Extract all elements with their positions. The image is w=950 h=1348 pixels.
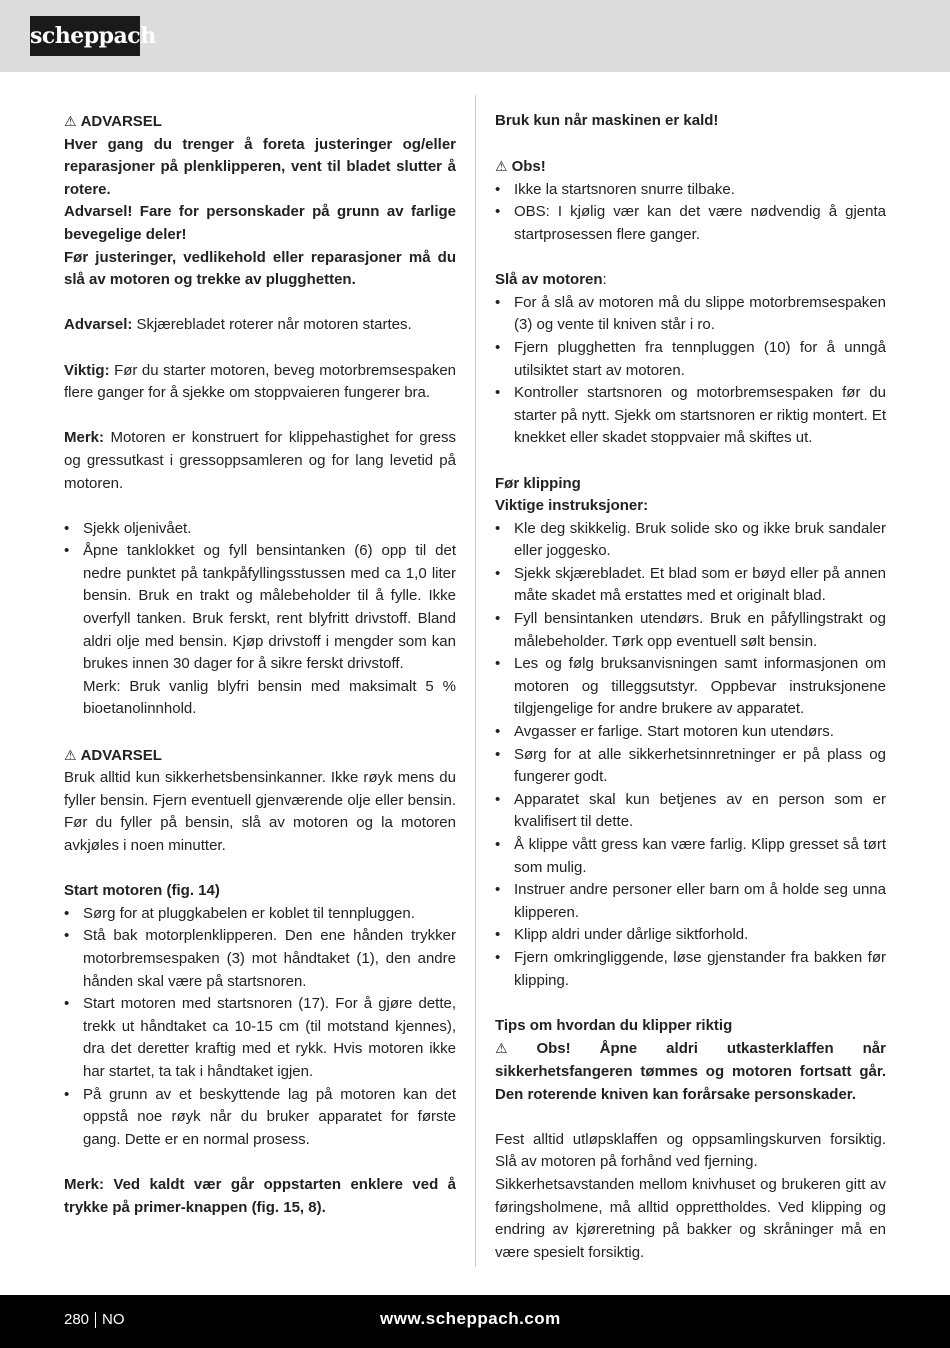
advarsel-note: Advarsel: Skjærebladet roterer når motoren startes.: [64, 316, 412, 334]
tips-paragraph: Fest alltid utløpsklaffen og oppsamlingskurven forsiktig. Slå av motoren på forhånd ved fjerning.: [495, 1130, 886, 1171]
warning-triangle-icon: ⚠: [495, 1040, 533, 1057]
list-item: • Fjern plugghetten fra tennpluggen (10) for å unngå utilsiktet start av motoren.: [495, 337, 886, 382]
list-item: • Les og følg bruksanvisningen samt informasjonen om motoren og tilleggsutstyr. Oppbevar instruksjonene tilgjengelige for andre brukere av apparatet.: [495, 653, 886, 721]
list-item: • For å slå av motoren må du slippe motorbremsespaken (3) og vente til kniven står i ro.: [495, 292, 886, 337]
list-item: • Stå bak motorplenklipperen. Den ene hånden trykker motorbremsespaken (3) mot håndtaket (1), den andre hånden skal være på startsnoren.: [64, 925, 456, 993]
page-number: 280 NO: [64, 1311, 125, 1328]
primer-note: Merk: Ved kaldt vær går oppstarten enklere ved å trykke på primer-knappen (fig. 15, 8).: [64, 1175, 456, 1216]
start-engine-list: [64, 903, 456, 1152]
warning-text: Advarsel! Fare for personskader på grunn av farlige bevegelige deler!: [64, 203, 456, 243]
page-footer: [0, 1295, 950, 1348]
list-item: • Sjekk oljenivået.: [64, 518, 456, 541]
cold-note: Bruk kun når maskinen er kald!: [495, 112, 719, 129]
warning-triangle-icon: ⚠: [64, 113, 77, 129]
website-link[interactable]: www.scheppach.com: [380, 1309, 561, 1328]
stop-engine-list: [495, 292, 886, 450]
warning-text: Hver gang du trenger å foreta justeringer og/eller reparasjoner på plenklipperen, vent til bladet slutter å rotere.: [64, 135, 456, 198]
fuel-note: Merk: Bruk vanlig blyfri bensin med maksimalt 5 % bioetanolinnhold.: [83, 677, 456, 718]
instructions-subheading: Viktige instruksjoner:: [495, 497, 649, 515]
list-item: • Sørg for at pluggkabelen er koblet til tennpluggen.: [64, 903, 456, 926]
obs-heading: ⚠ Obs!: [495, 158, 546, 176]
stop-engine-heading: Slå av motoren:: [495, 271, 607, 289]
warning-text: Før justeringer, vedlikehold eller reparasjoner må du slå av motoren og trekke av plugghetten.: [64, 248, 456, 289]
list-item: • Instruer andre personer eller barn om å holde seg unna klipperen.: [495, 879, 886, 924]
warning-heading-2: ⚠ ADVARSEL: [64, 746, 162, 764]
list-item: • På grunn av et beskyttende lag på motoren kan det oppstå noe røyk når du bruker apparatet for første gang. Dette er en normal prosess.: [64, 1084, 456, 1152]
page-header: [0, 0, 950, 72]
list-item: • Fjern omkringliggende, løse gjenstander fra bakken før klipping.: [495, 947, 886, 992]
scheppach-logo: scheppach: [30, 16, 140, 56]
warning-triangle-icon: ⚠: [495, 158, 508, 175]
tips-warning: ⚠ Obs! Åpne aldri utkasterklaffen når sikkerhetsfangeren tømmes og motoren fortsatt går. Den roterende kniven kan forårsake personskader.: [495, 1040, 886, 1103]
before-mowing-heading: Før klipping: [495, 474, 581, 492]
right-column: [495, 110, 886, 1264]
list-item: • Fyll bensintanken utendørs. Bruk en påfyllingstrakt og målebeholder. Tørk opp eventuell sølt bensin.: [495, 608, 886, 653]
list-item: • Klipp aldri under dårlige siktforhold.: [495, 924, 886, 947]
column-divider: [475, 95, 476, 1267]
list-item: • Avgasser er farlige. Start motoren kun utendørs.: [495, 721, 886, 744]
list-item: • Sørg for at alle sikkerhetsinnretninger er på plass og fungerer godt.: [495, 744, 886, 789]
fuel-list: [64, 518, 456, 676]
list-item: • Åpne tanklokket og fyll bensintanken (6) opp til det nedre punktet på tankpåfyllingsstussen med ca 1,0 liter bensin. Bruk en trakt og målebeholder til å fylle. Ikke overfyll tanken. Bruk ferskt, rent blyfritt drivstoff. Bland aldri olje med bensin. Kjøp drivstoff i mengder som kan brukes innen 30 dager for å sikre ferskt drivstoff.: [64, 540, 456, 676]
merk-note: Merk: Motoren er konstruert for klippehastighet for gress og gressutkast i gressoppsamleren og for lang levetid på motoren.: [64, 429, 456, 492]
list-item: • Ikke la startsnoren snurre tilbake.: [495, 179, 886, 202]
viktig-note: Viktig: Før du starter motoren, beveg motorbremsespaken flere ganger for å sjekke om stoppvaieren fungerer bra.: [64, 361, 456, 402]
list-item: • Kontroller startsnoren og motorbremsespaken før du starter på nytt. Sjekk om startsnoren er riktig montert. Et knekket eller skadet stoppvaier må skiftes ut.: [495, 382, 886, 450]
left-column: [64, 110, 456, 1219]
before-mowing-list: [495, 518, 886, 992]
start-engine-heading: Start motoren (fig. 14): [64, 882, 220, 900]
tips-heading: Tips om hvordan du klipper riktig: [495, 1016, 733, 1034]
list-item: • Å klippe vått gress kan være farlig. Klipp gresset så tørt som mulig.: [495, 834, 886, 879]
fuel-warning-text: Bruk alltid kun sikkerhetsbensinkanner. Ikke røyk mens du fyller bensin. Fjern eventuell gjenværende olje eller bensin. Før du fyller på bensin, slå av motoren og la motoren avkjøles i noen minutter.: [64, 769, 456, 854]
list-item: • Kle deg skikkelig. Bruk solide sko og ikke bruk sandaler eller joggesko.: [495, 518, 886, 563]
obs-list: [495, 179, 886, 247]
list-item: • Start motoren med startsnoren (17). For å gjøre dette, trekk ut håndtaket ca 10-15 cm (til motstand kjennes), dra det deretter kraftig med et rykk. Hvis motoren ikke har startet, ta tak i håndtaket igjen.: [64, 993, 456, 1083]
list-item: • OBS: I kjølig vær kan det være nødvendig å gjenta startprosessen flere ganger.: [495, 201, 886, 246]
list-item: • Sjekk skjærebladet. Et blad som er bøyd eller på annen måte skadet må erstattes med et originalt blad.: [495, 563, 886, 608]
warning-heading-1: ⚠ ADVARSEL: [64, 113, 162, 130]
warning-triangle-icon: ⚠: [64, 746, 77, 763]
tips-paragraph: Sikkerhetsavstanden mellom knivhuset og brukeren gitt av føringsholmene, må alltid opprettholdes. Ved klipping og endring av kjøreretning på bakker og skråninger må en være spesielt forsiktig.: [495, 1175, 886, 1261]
list-item: • Apparatet skal kun betjenes av en person som er kvalifisert til dette.: [495, 789, 886, 834]
